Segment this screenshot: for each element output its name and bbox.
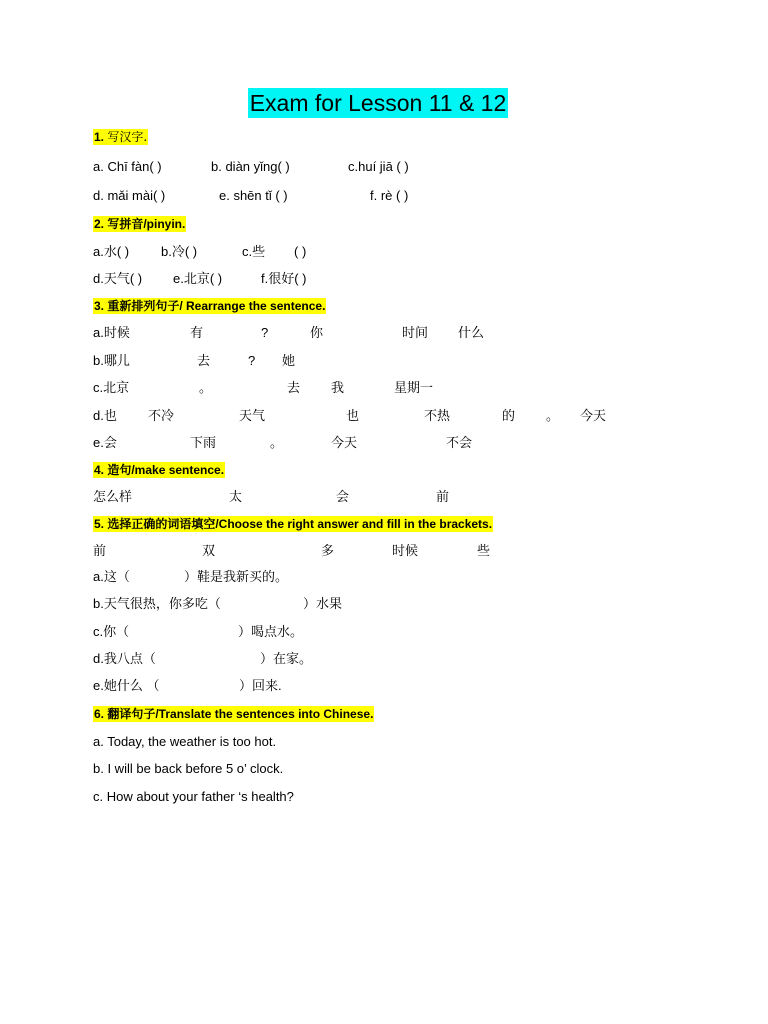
s3-c-word-3: 去	[287, 380, 301, 395]
s5-item-b-end: ）水果	[303, 596, 343, 611]
s5-item-d-start: d.我八点（	[93, 651, 156, 666]
s3-a-word-2: 有	[190, 325, 204, 340]
s5-item-b-start: b.天气很热，你多吃（	[93, 596, 221, 611]
s6-item-c: c. How about your father ‘s health?	[93, 789, 294, 804]
s5-item-a-end: ）鞋是我新买的。	[184, 569, 289, 584]
s5-item-a-start: a.这（	[93, 569, 130, 584]
s3-b-word-4: 她	[282, 353, 296, 368]
s3-a-word-3: ?	[261, 325, 269, 340]
section-3-heading	[93, 298, 326, 314]
section-5-heading	[93, 516, 493, 532]
s5-word-2: 双	[202, 543, 216, 558]
s3-c-word-2: 。	[199, 380, 213, 395]
s3-d-word-5: 不热	[424, 408, 451, 423]
s5-item-e-end: ）回来.	[239, 678, 282, 693]
s4-word-2: 太	[229, 489, 243, 504]
s1-item-e: e. shēn tǐ ( )	[219, 188, 288, 203]
s5-item-e-start: e.她什么 （	[93, 678, 160, 693]
section-6-title: 6. 翻译句子/Translate the sentences into Chinese.	[94, 707, 374, 721]
s3-d-word-6: 的	[502, 408, 516, 423]
section-5-title: 5. 选择正确的词语填空/Choose the right answer and fill in the brackets.	[94, 517, 493, 531]
section-4-title: 4. 造句/make sentence.	[94, 463, 225, 477]
s2-item-c-bracket: ( )	[294, 244, 307, 259]
s2-item-b: b.冷( )	[161, 244, 198, 259]
s1-item-a: a. Chī fàn( )	[93, 159, 162, 174]
s5-word-5: 些	[477, 543, 491, 558]
s3-a-word-4: 你	[310, 325, 324, 340]
s6-item-b: b. I will be back before 5 o’ clock.	[93, 761, 284, 776]
s5-item-d-end: ）在家。	[260, 651, 313, 666]
s4-word-4: 前	[436, 489, 450, 504]
s3-b-word-3: ?	[248, 353, 256, 368]
s3-e-word-2: 下雨	[190, 435, 217, 450]
s5-word-3: 多	[321, 543, 335, 558]
s5-item-c-start: c.你（	[93, 624, 130, 639]
s2-item-a: a.水( )	[93, 244, 130, 259]
s3-c-word-4: 我	[331, 380, 345, 395]
s1-item-d: d. mǎi mài( )	[93, 188, 166, 203]
page-title: Exam for Lesson 11 & 12	[249, 90, 507, 116]
s3-d-word-7: 。	[546, 408, 560, 423]
s3-e-word-1: e.会	[93, 435, 117, 450]
s1-item-f: f. rè ( )	[370, 188, 409, 203]
section-1-number: 1.	[94, 130, 105, 144]
s3-e-word-3: 。	[270, 435, 284, 450]
s3-b-word-2: 去	[197, 353, 211, 368]
s2-item-f: f.很好( )	[261, 271, 307, 286]
s4-word-1: 怎么样	[93, 489, 133, 504]
s5-word-1: 前	[93, 543, 107, 558]
s3-a-word-1: a.时候	[93, 325, 130, 340]
s1-item-b: b. diàn yǐng( )	[211, 159, 290, 174]
section-1-title: 写汉字.	[107, 130, 148, 144]
section-6-heading	[93, 706, 374, 722]
section-1-heading	[93, 129, 148, 145]
s1-item-c: c.huí jiā ( )	[348, 159, 409, 174]
s2-item-d: d.天气( )	[93, 271, 143, 286]
s3-a-word-5: 时间	[402, 325, 429, 340]
s5-word-4: 时候	[392, 543, 419, 558]
section-3-title: 3. 重新排列句子/ Rearrange the sentence.	[94, 299, 326, 313]
s4-word-3: 会	[336, 489, 350, 504]
s3-d-word-2: 不冷	[148, 408, 175, 423]
s3-d-word-4: 也	[346, 408, 360, 423]
s3-e-word-5: 不会	[446, 435, 473, 450]
s3-c-word-5: 星期一	[394, 380, 434, 395]
s3-e-word-4: 今天	[331, 435, 358, 450]
s2-item-c: c.些	[242, 244, 266, 259]
s3-d-word-1: d.也	[93, 408, 117, 423]
s3-c-word-1: c.北京	[93, 380, 130, 395]
section-2-heading	[93, 216, 186, 232]
s2-item-e: e.北京( )	[173, 271, 223, 286]
s3-b-word-1: b.哪儿	[93, 353, 130, 368]
s3-d-word-3: 天气	[239, 408, 266, 423]
section-4-heading	[93, 462, 225, 478]
s6-item-a: a. Today, the weather is too hot.	[93, 734, 277, 749]
s3-a-word-6: 什么	[458, 325, 485, 340]
section-2-title: 2. 写拼音/pinyin.	[94, 217, 186, 231]
s3-d-word-8: 今天	[580, 408, 607, 423]
s5-item-c-end: ）喝点水。	[238, 624, 304, 639]
